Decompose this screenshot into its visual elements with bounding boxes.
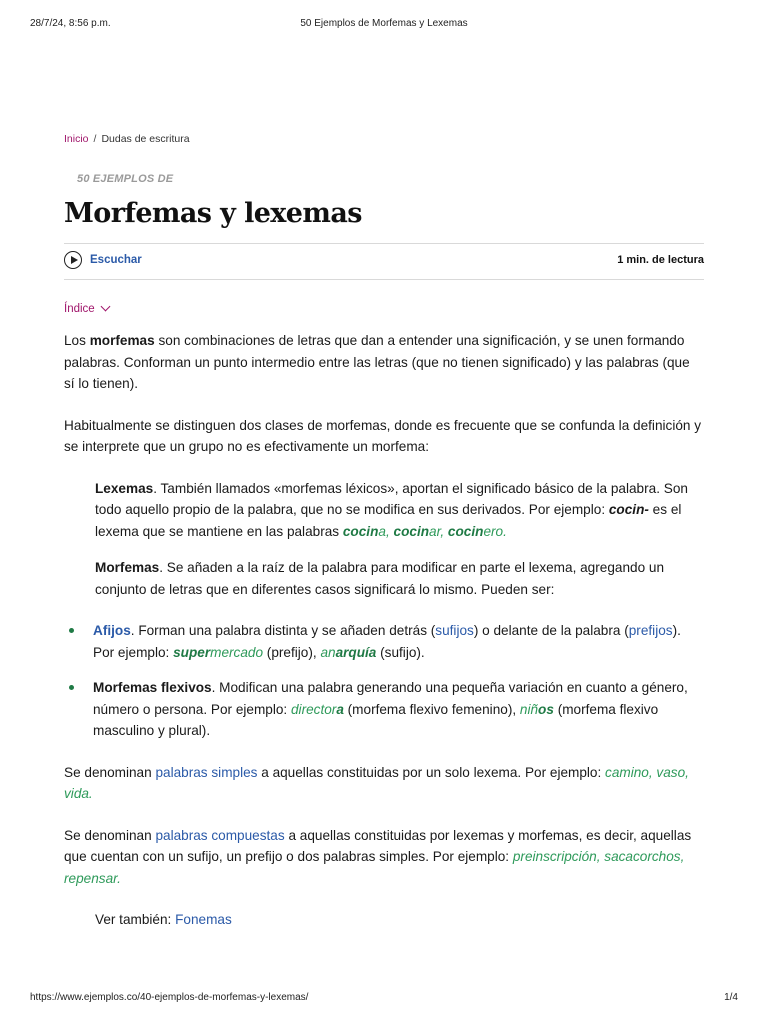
term: Morfemas flexivos [93,680,212,695]
classes-paragraph: Habitualmente se distinguen dos clases de morfemas, donde es frecuente que se confunda la definición y se interprete que un grupo no es efectivamente un morfema: [64,417,702,454]
example: a, [378,523,394,539]
example: an [320,644,336,660]
page-title: Morfemas y lexemas [64,198,362,229]
example: camino, vaso, vida. [64,764,689,801]
text: (prefijo), [263,644,321,660]
text: Se denominan [64,827,156,843]
example-bold: cocin [447,523,484,539]
article-kicker: 50 EJEMPLOS DE [77,173,174,185]
example-bold: cocin [342,523,379,539]
bullet-icon [69,685,74,690]
compuestas-paragraph [64,825,704,890]
listen-button[interactable] [64,251,142,269]
palabras-simples-link[interactable]: palabras simples [155,764,258,780]
text: ). Por ejemplo: [93,623,681,660]
morfemas-definition [95,557,704,600]
afijos-link[interactable]: Afijos [93,623,131,638]
breadcrumb-home-link[interactable]: Inicio [64,133,89,145]
text: . Se añaden a la raíz de la palabra para modificar en parte el lexema, agregando un conjunto de letras que en diferentes casos significará lo mismo. Pueden ser: [95,560,665,597]
audio-bar [64,243,704,280]
text: (morfema flexivo masculino y plural). [93,701,659,738]
list-item [64,620,704,663]
term: Morfemas [95,560,160,575]
term: Lexemas [95,480,154,496]
text: . Modifican una palabra generando una pequeña variación en cuanto a género, número o persona. Por ejemplo: [93,680,688,717]
example-bold: os [538,701,554,717]
listen-label[interactable]: Escuchar [90,254,142,266]
chevron-down-icon[interactable] [100,302,110,312]
example: director [290,701,337,717]
root-example: cocin- [608,502,649,517]
breadcrumb-separator: / [93,133,97,145]
page-number: 1/4 [724,992,738,1003]
print-title: 50 Ejemplos de Morfemas y Lexemas [300,18,468,29]
bold-term: morfemas [89,333,155,348]
see-also-label: Ver también: [95,912,176,927]
text: ) o delante de la palabra ( [473,623,629,638]
index-toggle[interactable] [64,298,704,320]
text: (sufijo). [376,644,425,660]
example: mercado [210,644,264,660]
example-bold: super [173,644,211,660]
fonemas-link[interactable]: Fonemas [175,912,232,927]
breadcrumb [64,128,704,150]
breadcrumb-current: Dudas de escritura [101,133,190,145]
print-header [30,18,738,32]
text: son combinaciones de letras que dan a entender una significación, y se unen formando palabras. Conforman un punto intermedio entre las letras (que no tienen significado) y las palabras (que sí lo tienen). [64,333,690,391]
morpheme-types-list [64,620,704,742]
see-also [95,909,704,931]
article-content [64,128,704,931]
print-date: 28/7/24, 8:56 p.m. [30,18,111,29]
example: ero. [483,523,507,539]
text: Los [64,333,90,348]
play-icon[interactable] [64,251,82,269]
text: a aquellas constituidas por un solo lexema. Por ejemplo: [257,764,606,780]
palabras-compuestas-link[interactable]: palabras compuestas [155,827,285,843]
text: . También llamados «morfemas léxicos», aportan el significado básico de la palabra. Son todo aquello propio de la palabra, que no se modifica en sus derivados. Por ejemplo: [95,480,688,517]
example-bold: a [336,701,344,717]
example: ar, [429,523,448,539]
text: . Forman una palabra distinta y se añaden detrás ( [130,623,436,638]
example-bold: arquía [335,644,377,660]
text: a aquellas constituidas por lexemas y morfemas, es decir, aquellas que cuentan con un sufijo, un prefijo o dos palabras simples. Por ejemplo: [64,827,692,864]
example-bold: cocin [393,523,430,539]
lexemas-definition [95,478,704,543]
list-item [64,677,704,742]
prefijos-link[interactable]: prefijos [628,623,673,638]
index-label[interactable]: Índice [64,303,95,315]
sufijos-link[interactable]: sufijos [435,623,474,638]
print-url: https://www.ejemplos.co/40-ejemplos-de-morfemas-y-lexemas/ [30,992,309,1003]
text: es el lexema que se mantiene en las palabras [95,502,682,539]
simples-paragraph [64,762,704,805]
example: niñ [519,701,539,717]
print-footer [30,992,738,1006]
example: preinscripción, sacacorchos, repensar. [64,849,685,886]
reading-time: 1 min. de lectura [617,254,704,266]
text: Se denominan [64,764,156,780]
text: (morfema flexivo femenino), [343,701,520,717]
intro-paragraph [64,330,704,395]
bullet-icon [69,628,74,633]
